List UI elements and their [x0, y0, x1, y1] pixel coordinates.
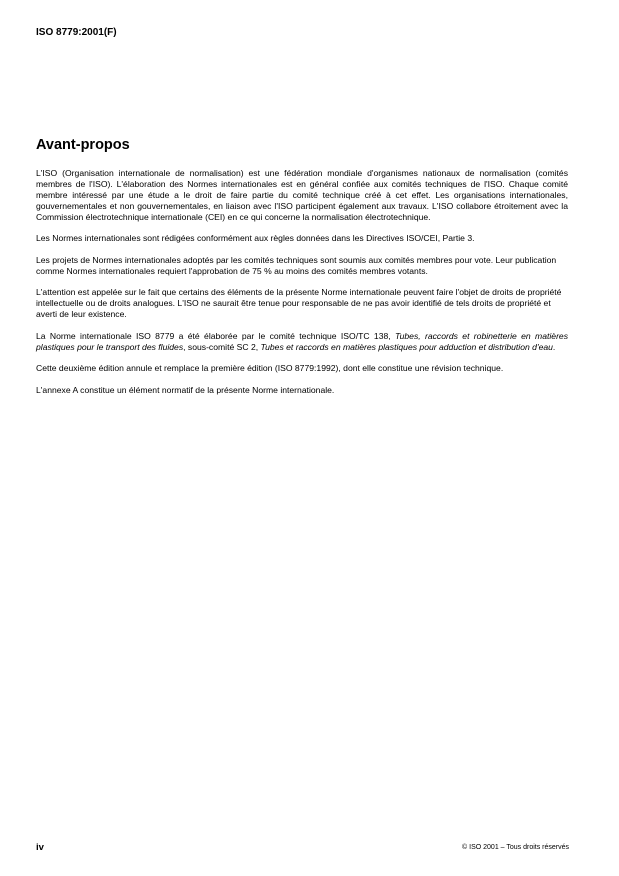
document-id-header: ISO 8779:2001(F)	[36, 27, 117, 38]
paragraph-voting: Les projets de Normes internationales adoptés par les comités techniques sont soumis aux comités membres pour vote. Leur publication comme Normes internationales requiert l'approbation de 75 % au moins des comités membres votants.	[36, 254, 557, 276]
paragraph-patent-rights: L'attention est appelée sur le fait que certains des éléments de la présente Norme internationale peuvent faire l'objet de droits de propriété intellectuelle ou de droits analogues. L'ISO ne saurait être tenue pour responsable de ne pas avoir identifié de tels droits de propriété et averti de leur existence.	[36, 287, 562, 320]
page-number: iv	[36, 842, 44, 853]
paragraph-edition: Cette deuxième édition annule et remplace la première édition (ISO 8779:1992), dont elle constitue une révision technique.	[36, 363, 504, 374]
paragraph-annex: L'annexe A constitue un élément normatif de la présente Norme internationale.	[36, 384, 335, 395]
committee-text-3: .	[552, 341, 556, 352]
copyright-notice: © ISO 2001 – Tous droits réservés	[462, 844, 569, 851]
paragraph-iso-organisation: L'ISO (Organisation internationale de normalisation) est une fédération mondiale d'organismes nationaux de normalisation (comités membres de l'ISO). L'élaboration des Normes internationales est en général confiée aux comités techniques de l'ISO. Chaque comité membre intéressé par une étude a le droit de faire partie du comité technique créé à cet effet. Les organisations internationales, gouvernementales et non gouvernementales, en liaison avec l'ISO participent également aux travaux. L'ISO collabore étroitement avec la Commission électrotechnique internationale (CEI) en ce qui concerne la normalisation électrotechnique.	[36, 168, 568, 222]
foreword-body	[36, 168, 568, 406]
paragraph-committee	[36, 331, 568, 353]
committee-tc-title: Tubes, raccords et robinetterie en matières plastiques pour le transport des fluides	[36, 330, 569, 352]
page-title: Avant-propos	[36, 137, 130, 153]
committee-text-2: , sous-comité SC 2,	[183, 341, 261, 352]
committee-text-1: La Norme internationale ISO 8779 a été élaborée par le comité technique ISO/TC 138,	[36, 330, 395, 341]
committee-sc-title: Tubes et raccords en matières plastiques pour adduction et distribution d'eau	[260, 341, 553, 352]
paragraph-directives: Les Normes internationales sont rédigées conformément aux règles données dans les Directives ISO/CEI, Partie 3.	[36, 233, 475, 244]
